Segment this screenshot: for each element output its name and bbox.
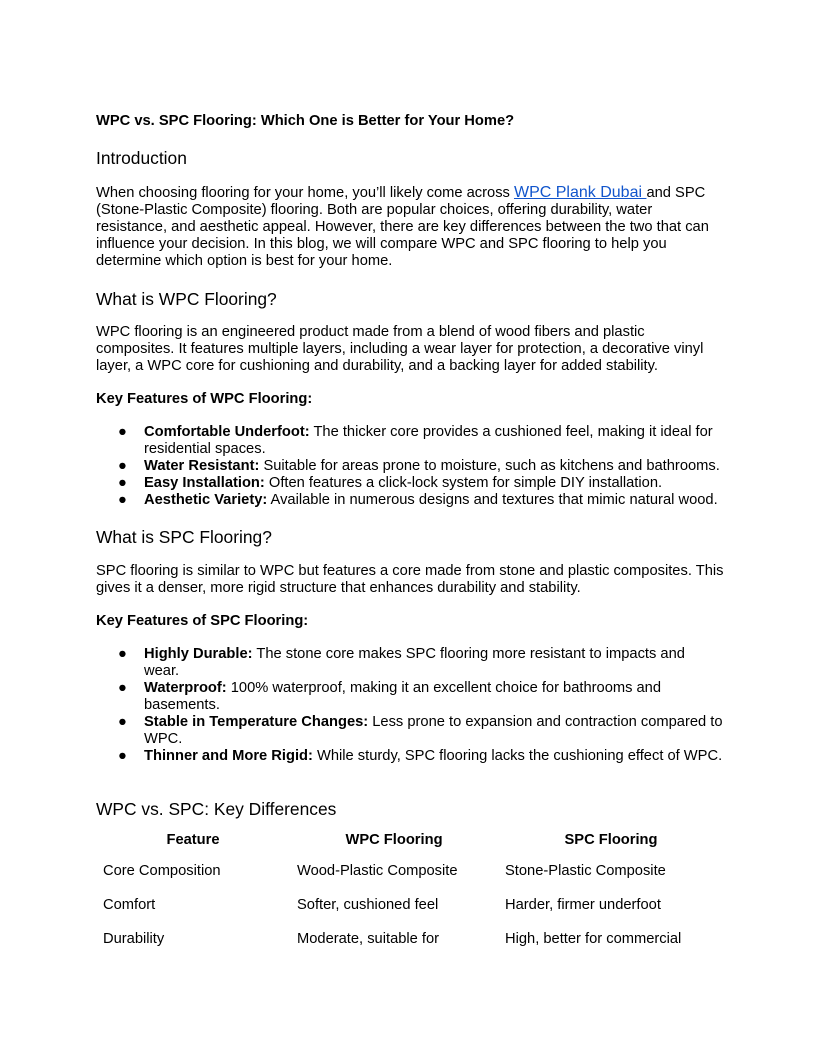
table-cell: Softer, cushioned feel	[297, 897, 439, 913]
feature-desc: Suitable for areas prone to moisture, such as kitchens and bathrooms.	[259, 458, 720, 474]
bullet-icon: ●	[118, 475, 127, 491]
spc-paragraph: SPC flooring is similar to WPC but features a core made from stone and plastic composites. This gives it a denser, more rigid structure that enhances durability and stability.	[96, 563, 724, 596]
feature-desc: Available in numerous designs and textures that mimic natural wood.	[267, 492, 718, 508]
bullet-icon: ●	[118, 748, 127, 764]
feature-term: Thinner and More Rigid:	[144, 748, 313, 764]
differences-heading: WPC vs. SPC: Key Differences	[96, 799, 337, 819]
bullet-icon: ●	[118, 492, 127, 508]
bullet-icon: ●	[118, 680, 127, 696]
table-row	[96, 888, 724, 922]
feature-desc: Often features a click-lock system for simple DIY installation.	[264, 475, 663, 491]
list-item	[96, 458, 724, 475]
table-cell: High, better for commercial	[505, 931, 682, 947]
feature-term: Waterproof:	[144, 680, 227, 696]
feature-term: Water Resistant:	[144, 458, 260, 474]
table-cell: Core Composition	[103, 863, 221, 879]
wpc-paragraph: WPC flooring is an engineered product made from a blend of wood fibers and plastic composites. It features multiple layers, including a wear layer for protection, a decorative vinyl layer, a WPC core for cushioning and durability, and a backing layer for added stability.	[96, 324, 704, 374]
table-header-wpc: WPC Flooring	[345, 832, 443, 848]
feature-term: Aesthetic Variety:	[144, 492, 268, 508]
table-cell: Moderate, suitable for	[297, 931, 440, 947]
feature-term: Comfortable Underfoot:	[144, 424, 310, 440]
table-row	[96, 854, 724, 888]
intro-text-after-link: and SPC (Stone-Plastic Composite) flooring. Both are popular choices, offering durability, water resistance, and aesthetic appeal. However, there are key differences between the two that can influence your decision. In this blog, we will compare WPC and SPC flooring to help you determine which option is best for your home.	[96, 185, 709, 269]
wpc-plank-dubai-link[interactable]: WPC Plank Dubai	[513, 184, 647, 201]
list-item	[96, 714, 724, 748]
document-title: WPC vs. SPC Flooring: Which One is Better for Your Home?	[96, 113, 515, 129]
bullet-icon: ●	[118, 646, 127, 662]
list-item	[96, 424, 724, 458]
wpc-heading: What is WPC Flooring?	[96, 289, 277, 309]
spc-features-heading: Key Features of SPC Flooring:	[96, 613, 309, 629]
table-header-row	[96, 826, 724, 854]
wpc-features-heading: Key Features of WPC Flooring:	[96, 391, 313, 407]
spc-heading: What is SPC Flooring?	[96, 527, 272, 547]
list-item	[96, 680, 724, 714]
list-item	[96, 492, 724, 509]
spc-features-list	[96, 646, 724, 765]
table-cell: Durability	[103, 931, 165, 947]
bullet-icon: ●	[118, 714, 127, 730]
table-cell: Stone-Plastic Composite	[505, 863, 666, 879]
feature-desc: While sturdy, SPC flooring lacks the cushioning effect of WPC.	[312, 748, 723, 764]
feature-desc: Less prone to expansion and contraction compared to WPC.	[144, 714, 723, 747]
feature-desc: The thicker core provides a cushioned feel, making it ideal for residential spaces.	[144, 424, 713, 457]
list-item	[96, 748, 724, 765]
intro-paragraph	[96, 184, 724, 270]
list-item	[96, 646, 724, 680]
differences-table	[96, 826, 724, 956]
table-cell: Comfort	[103, 897, 156, 913]
feature-desc: The stone core makes SPC flooring more resistant to impacts and wear.	[144, 646, 685, 679]
table-cell: Wood-Plastic Composite	[297, 863, 458, 879]
feature-term: Stable in Temperature Changes:	[144, 714, 369, 730]
table-header-feature: Feature	[166, 832, 220, 848]
bullet-icon: ●	[118, 458, 127, 474]
wpc-features-list	[96, 424, 724, 509]
list-item	[96, 475, 724, 492]
feature-desc: 100% waterproof, making it an excellent choice for bathrooms and basements.	[144, 680, 662, 713]
feature-term: Highly Durable:	[144, 646, 253, 662]
bullet-icon: ●	[118, 424, 127, 440]
intro-text-before-link: When choosing flooring for your home, you’ll likely come across	[96, 185, 514, 201]
intro-heading: Introduction	[96, 148, 187, 168]
table-cell: Harder, firmer underfoot	[505, 897, 661, 913]
feature-term: Easy Installation:	[144, 475, 265, 491]
table-row	[96, 922, 724, 956]
table-header-spc: SPC Flooring	[564, 832, 658, 848]
